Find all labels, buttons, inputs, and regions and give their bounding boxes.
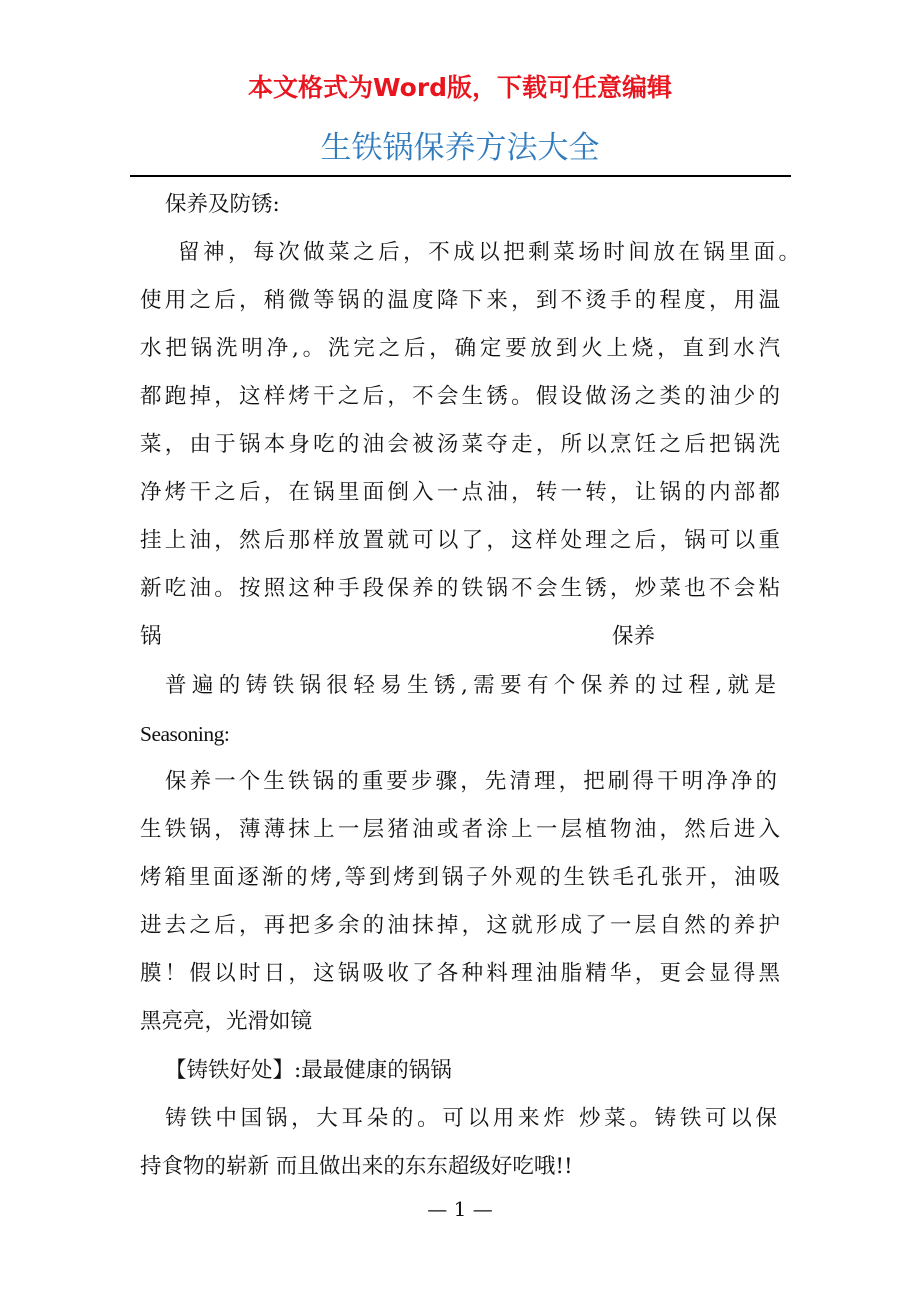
paragraph-line: 膜！假以时日，这锅吸收了各种料理油脂精华，更会显得黑 xyxy=(140,961,780,986)
paragraph-line: 菜，由于锅本身吃的油会被汤菜夺走，所以烹饪之后把锅洗 xyxy=(140,432,780,457)
paragraph-line: Seasoning: xyxy=(140,722,230,746)
paragraph-line: 使用之后，稍微等锅的温度降下来，到不烫手的程度，用温 xyxy=(140,288,780,313)
paragraph-line: 普遍的铸铁锅很轻易生锈,需要有个保养的过程,就是 xyxy=(165,673,777,698)
section-heading: 保养 xyxy=(612,624,656,649)
paragraph-line: 铸铁中国锅，大耳朵的。可以用来炸 炒菜。铸铁可以保 xyxy=(165,1106,777,1131)
paragraph-line: 黑亮亮，光滑如镜 xyxy=(140,1009,313,1034)
paragraph-line: 生铁锅，薄薄抹上一层猪油或者涂上一层植物油，然后进入 xyxy=(140,817,780,842)
paragraph-line: 留神，每次做菜之后，不成以把剩菜场时间放在锅里面。 xyxy=(178,240,800,265)
paragraph-line: 都跑掉，这样烤干之后，不会生锈。假设做汤之类的油少的 xyxy=(140,384,780,409)
page-number: — 1 — xyxy=(427,1197,493,1221)
format-notice-banner: 本文格式为Word版，下载可任意编辑 xyxy=(247,73,673,102)
paragraph-line: 保养一个生铁锅的重要步骤，先清理，把刷得干明净净的 xyxy=(165,769,777,794)
title-divider xyxy=(130,175,791,177)
paragraph-line: 锅 xyxy=(140,624,162,649)
paragraph-line: 进去之后，再把多余的油抹掉，这就形成了一层自然的养护 xyxy=(140,913,780,938)
paragraph-line: 持食物的崭新 而且做出来的东东超级好吃哦!! xyxy=(140,1154,573,1179)
paragraph-line: 挂上油，然后那样放置就可以了，这样处理之后，锅可以重 xyxy=(140,528,780,553)
section-heading: 保养及防锈: xyxy=(165,192,280,217)
paragraph-line: 水把锅洗明净,。洗完之后，确定要放到火上烧，直到水汽 xyxy=(140,336,780,361)
paragraph-line: 净烤干之后，在锅里面倒入一点油，转一转，让锅的内部都 xyxy=(140,480,780,505)
paragraph-line: 烤箱里面逐渐的烤,等到烤到锅子外观的生铁毛孔张开，油吸 xyxy=(140,865,780,890)
section-heading: 【铸铁好处】:最最健康的锅锅 xyxy=(165,1058,452,1083)
document-title: 生铁锅保养方法大全 xyxy=(320,130,600,166)
paragraph-line: 新吃油。按照这种手段保养的铁锅不会生锈，炒菜也不会粘 xyxy=(140,576,780,601)
